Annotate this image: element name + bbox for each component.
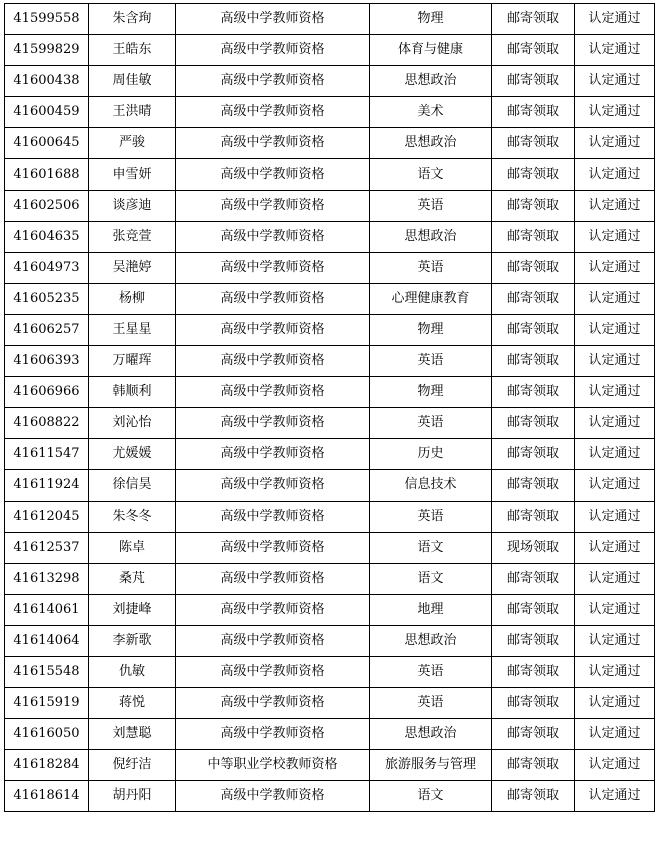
qualification-type-cell: 高级中学教师资格 bbox=[176, 688, 370, 719]
subject-cell: 物理 bbox=[370, 314, 492, 345]
subject-cell: 心理健康教育 bbox=[370, 283, 492, 314]
collection-method-cell: 邮寄领取 bbox=[492, 501, 575, 532]
qualification-type-cell: 高级中学教师资格 bbox=[176, 283, 370, 314]
qualification-type-cell: 高级中学教师资格 bbox=[176, 314, 370, 345]
applicant-id-cell: 41605235 bbox=[5, 283, 89, 314]
applicant-name-cell: 王星星 bbox=[89, 314, 176, 345]
collection-method-cell: 邮寄领取 bbox=[492, 625, 575, 656]
certification-record-table bbox=[4, 3, 655, 812]
certification-status-cell: 认定通过 bbox=[575, 532, 655, 563]
applicant-id-cell: 41614064 bbox=[5, 625, 89, 656]
qualification-type-cell: 高级中学教师资格 bbox=[176, 35, 370, 66]
applicant-id-cell: 41606257 bbox=[5, 314, 89, 345]
applicant-id-cell: 41606966 bbox=[5, 377, 89, 408]
table-row bbox=[5, 750, 655, 781]
certification-status-cell: 认定通过 bbox=[575, 625, 655, 656]
collection-method-cell: 邮寄领取 bbox=[492, 750, 575, 781]
applicant-id-cell: 41600459 bbox=[5, 97, 89, 128]
table-row bbox=[5, 35, 655, 66]
certification-status-cell: 认定通过 bbox=[575, 221, 655, 252]
certification-status-cell: 认定通过 bbox=[575, 128, 655, 159]
applicant-id-cell: 41608822 bbox=[5, 408, 89, 439]
qualification-type-cell: 高级中学教师资格 bbox=[176, 470, 370, 501]
collection-method-cell: 邮寄领取 bbox=[492, 128, 575, 159]
subject-cell: 英语 bbox=[370, 688, 492, 719]
applicant-name-cell: 韩顺利 bbox=[89, 377, 176, 408]
collection-method-cell: 邮寄领取 bbox=[492, 252, 575, 283]
subject-cell: 英语 bbox=[370, 190, 492, 221]
certification-status-cell: 认定通过 bbox=[575, 35, 655, 66]
subject-cell: 英语 bbox=[370, 346, 492, 377]
applicant-name-cell: 李新歌 bbox=[89, 625, 176, 656]
collection-method-cell: 邮寄领取 bbox=[492, 719, 575, 750]
qualification-type-cell: 中等职业学校教师资格 bbox=[176, 750, 370, 781]
certification-status-cell: 认定通过 bbox=[575, 781, 655, 812]
collection-method-cell: 邮寄领取 bbox=[492, 159, 575, 190]
collection-method-cell: 邮寄领取 bbox=[492, 781, 575, 812]
subject-cell: 物理 bbox=[370, 4, 492, 35]
collection-method-cell: 邮寄领取 bbox=[492, 314, 575, 345]
subject-cell: 思想政治 bbox=[370, 719, 492, 750]
applicant-name-cell: 周佳敏 bbox=[89, 66, 176, 97]
table-row bbox=[5, 688, 655, 719]
applicant-id-cell: 41611547 bbox=[5, 439, 89, 470]
certification-status-cell: 认定通过 bbox=[575, 159, 655, 190]
qualification-type-cell: 高级中学教师资格 bbox=[176, 190, 370, 221]
applicant-name-cell: 蒋悦 bbox=[89, 688, 176, 719]
certification-status-cell: 认定通过 bbox=[575, 97, 655, 128]
table-row bbox=[5, 159, 655, 190]
certification-status-cell: 认定通过 bbox=[575, 656, 655, 687]
applicant-name-cell: 刘沁怡 bbox=[89, 408, 176, 439]
collection-method-cell: 邮寄领取 bbox=[492, 656, 575, 687]
table-row bbox=[5, 532, 655, 563]
table-row bbox=[5, 656, 655, 687]
table-row bbox=[5, 408, 655, 439]
applicant-name-cell: 刘慧聪 bbox=[89, 719, 176, 750]
applicant-id-cell: 41601688 bbox=[5, 159, 89, 190]
applicant-id-cell: 41618614 bbox=[5, 781, 89, 812]
subject-cell: 语文 bbox=[370, 781, 492, 812]
qualification-type-cell: 高级中学教师资格 bbox=[176, 97, 370, 128]
certification-status-cell: 认定通过 bbox=[575, 346, 655, 377]
applicant-name-cell: 王洪晴 bbox=[89, 97, 176, 128]
certification-status-cell: 认定通过 bbox=[575, 66, 655, 97]
subject-cell: 地理 bbox=[370, 594, 492, 625]
table-row bbox=[5, 563, 655, 594]
collection-method-cell: 邮寄领取 bbox=[492, 97, 575, 128]
certification-status-cell: 认定通过 bbox=[575, 501, 655, 532]
table-row bbox=[5, 377, 655, 408]
subject-cell: 思想政治 bbox=[370, 66, 492, 97]
certification-status-cell: 认定通过 bbox=[575, 283, 655, 314]
applicant-id-cell: 41602506 bbox=[5, 190, 89, 221]
subject-cell: 语文 bbox=[370, 563, 492, 594]
applicant-id-cell: 41615548 bbox=[5, 656, 89, 687]
applicant-name-cell: 吴滟婷 bbox=[89, 252, 176, 283]
certification-status-cell: 认定通过 bbox=[575, 719, 655, 750]
collection-method-cell: 邮寄领取 bbox=[492, 221, 575, 252]
subject-cell: 语文 bbox=[370, 532, 492, 563]
applicant-name-cell: 徐信昊 bbox=[89, 470, 176, 501]
qualification-type-cell: 高级中学教师资格 bbox=[176, 128, 370, 159]
qualification-type-cell: 高级中学教师资格 bbox=[176, 66, 370, 97]
table-row bbox=[5, 128, 655, 159]
applicant-id-cell: 41604635 bbox=[5, 221, 89, 252]
qualification-type-cell: 高级中学教师资格 bbox=[176, 159, 370, 190]
applicant-id-cell: 41612045 bbox=[5, 501, 89, 532]
applicant-name-cell: 胡丹阳 bbox=[89, 781, 176, 812]
subject-cell: 英语 bbox=[370, 252, 492, 283]
applicant-id-cell: 41616050 bbox=[5, 719, 89, 750]
subject-cell: 语文 bbox=[370, 159, 492, 190]
applicant-name-cell: 桑芃 bbox=[89, 563, 176, 594]
subject-cell: 旅游服务与管理 bbox=[370, 750, 492, 781]
applicant-name-cell: 张竞萱 bbox=[89, 221, 176, 252]
table-row bbox=[5, 781, 655, 812]
qualification-type-cell: 高级中学教师资格 bbox=[176, 594, 370, 625]
applicant-name-cell: 申雪妍 bbox=[89, 159, 176, 190]
qualification-type-cell: 高级中学教师资格 bbox=[176, 377, 370, 408]
applicant-id-cell: 41606393 bbox=[5, 346, 89, 377]
subject-cell: 物理 bbox=[370, 377, 492, 408]
applicant-id-cell: 41612537 bbox=[5, 532, 89, 563]
table-row bbox=[5, 470, 655, 501]
subject-cell: 思想政治 bbox=[370, 221, 492, 252]
qualification-type-cell: 高级中学教师资格 bbox=[176, 346, 370, 377]
applicant-name-cell: 谈彦迪 bbox=[89, 190, 176, 221]
table-row bbox=[5, 594, 655, 625]
applicant-name-cell: 仇敏 bbox=[89, 656, 176, 687]
collection-method-cell: 邮寄领取 bbox=[492, 66, 575, 97]
qualification-type-cell: 高级中学教师资格 bbox=[176, 719, 370, 750]
certification-status-cell: 认定通过 bbox=[575, 563, 655, 594]
applicant-name-cell: 朱冬冬 bbox=[89, 501, 176, 532]
applicant-name-cell: 朱含珣 bbox=[89, 4, 176, 35]
qualification-type-cell: 高级中学教师资格 bbox=[176, 625, 370, 656]
certification-status-cell: 认定通过 bbox=[575, 688, 655, 719]
record-table-body bbox=[5, 4, 655, 812]
subject-cell: 英语 bbox=[370, 501, 492, 532]
table-row bbox=[5, 625, 655, 656]
applicant-id-cell: 41600645 bbox=[5, 128, 89, 159]
applicant-id-cell: 41599829 bbox=[5, 35, 89, 66]
subject-cell: 思想政治 bbox=[370, 128, 492, 159]
qualification-type-cell: 高级中学教师资格 bbox=[176, 408, 370, 439]
certification-status-cell: 认定通过 bbox=[575, 594, 655, 625]
applicant-id-cell: 41613298 bbox=[5, 563, 89, 594]
qualification-type-cell: 高级中学教师资格 bbox=[176, 501, 370, 532]
collection-method-cell: 邮寄领取 bbox=[492, 470, 575, 501]
applicant-id-cell: 41600438 bbox=[5, 66, 89, 97]
certification-status-cell: 认定通过 bbox=[575, 4, 655, 35]
table-row bbox=[5, 190, 655, 221]
certification-status-cell: 认定通过 bbox=[575, 439, 655, 470]
applicant-name-cell: 万曜珲 bbox=[89, 346, 176, 377]
table-row bbox=[5, 346, 655, 377]
collection-method-cell: 邮寄领取 bbox=[492, 563, 575, 594]
table-row bbox=[5, 252, 655, 283]
collection-method-cell: 邮寄领取 bbox=[492, 190, 575, 221]
table-row bbox=[5, 221, 655, 252]
certification-status-cell: 认定通过 bbox=[575, 408, 655, 439]
applicant-name-cell: 王皓东 bbox=[89, 35, 176, 66]
subject-cell: 英语 bbox=[370, 656, 492, 687]
qualification-type-cell: 高级中学教师资格 bbox=[176, 656, 370, 687]
qualification-type-cell: 高级中学教师资格 bbox=[176, 221, 370, 252]
collection-method-cell: 邮寄领取 bbox=[492, 688, 575, 719]
applicant-id-cell: 41611924 bbox=[5, 470, 89, 501]
collection-method-cell: 现场领取 bbox=[492, 532, 575, 563]
certification-status-cell: 认定通过 bbox=[575, 190, 655, 221]
table-row bbox=[5, 4, 655, 35]
applicant-id-cell: 41615919 bbox=[5, 688, 89, 719]
qualification-type-cell: 高级中学教师资格 bbox=[176, 4, 370, 35]
certification-status-cell: 认定通过 bbox=[575, 470, 655, 501]
applicant-id-cell: 41614061 bbox=[5, 594, 89, 625]
applicant-name-cell: 陈卓 bbox=[89, 532, 176, 563]
certification-status-cell: 认定通过 bbox=[575, 252, 655, 283]
qualification-type-cell: 高级中学教师资格 bbox=[176, 563, 370, 594]
table-row bbox=[5, 501, 655, 532]
applicant-name-cell: 刘捷峰 bbox=[89, 594, 176, 625]
certification-status-cell: 认定通过 bbox=[575, 750, 655, 781]
table-row bbox=[5, 66, 655, 97]
qualification-type-cell: 高级中学教师资格 bbox=[176, 532, 370, 563]
collection-method-cell: 邮寄领取 bbox=[492, 439, 575, 470]
qualification-type-cell: 高级中学教师资格 bbox=[176, 781, 370, 812]
subject-cell: 美术 bbox=[370, 97, 492, 128]
table-row bbox=[5, 97, 655, 128]
certification-status-cell: 认定通过 bbox=[575, 377, 655, 408]
collection-method-cell: 邮寄领取 bbox=[492, 283, 575, 314]
applicant-name-cell: 杨柳 bbox=[89, 283, 176, 314]
collection-method-cell: 邮寄领取 bbox=[492, 346, 575, 377]
collection-method-cell: 邮寄领取 bbox=[492, 408, 575, 439]
table-row bbox=[5, 314, 655, 345]
qualification-type-cell: 高级中学教师资格 bbox=[176, 439, 370, 470]
table-row bbox=[5, 283, 655, 314]
applicant-name-cell: 尤媛媛 bbox=[89, 439, 176, 470]
qualification-type-cell: 高级中学教师资格 bbox=[176, 252, 370, 283]
collection-method-cell: 邮寄领取 bbox=[492, 35, 575, 66]
subject-cell: 信息技术 bbox=[370, 470, 492, 501]
collection-method-cell: 邮寄领取 bbox=[492, 4, 575, 35]
applicant-id-cell: 41618284 bbox=[5, 750, 89, 781]
subject-cell: 思想政治 bbox=[370, 625, 492, 656]
subject-cell: 历史 bbox=[370, 439, 492, 470]
applicant-name-cell: 倪纡洁 bbox=[89, 750, 176, 781]
collection-method-cell: 邮寄领取 bbox=[492, 594, 575, 625]
table-row bbox=[5, 439, 655, 470]
applicant-id-cell: 41599558 bbox=[5, 4, 89, 35]
subject-cell: 英语 bbox=[370, 408, 492, 439]
applicant-name-cell: 严骏 bbox=[89, 128, 176, 159]
table-row bbox=[5, 719, 655, 750]
applicant-id-cell: 41604973 bbox=[5, 252, 89, 283]
collection-method-cell: 邮寄领取 bbox=[492, 377, 575, 408]
certification-status-cell: 认定通过 bbox=[575, 314, 655, 345]
subject-cell: 体育与健康 bbox=[370, 35, 492, 66]
